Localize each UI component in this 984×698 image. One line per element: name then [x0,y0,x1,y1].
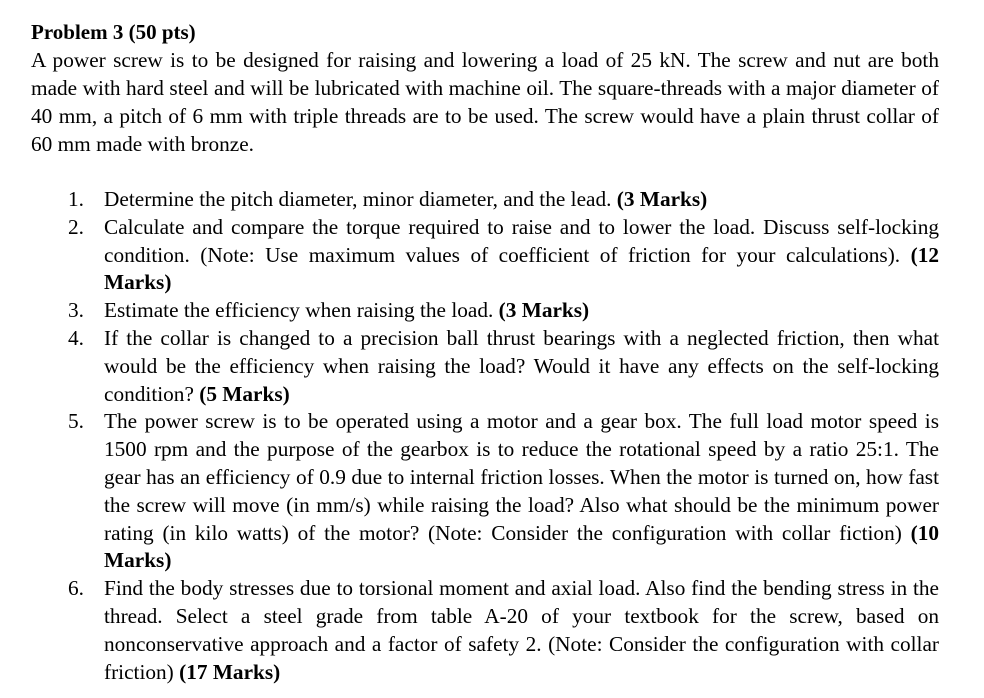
task-text: Determine the pitch diameter, minor diameter, and the lead. [104,187,617,211]
task-text: Estimate the efficiency when raising the load. [104,298,499,323]
task-text: Calculate and compare the torque required to raise and to lower the load. Discuss self-locking condition. (Note: Use maximum values of coefficient of friction for your calculations). [104,214,939,267]
task-number: 2. [68,214,84,239]
task-text: If the collar is changed to a precision ball thrust bearings with a neglected friction, then what would be the efficiency when raising the load? Would it have any effects on the self-locking condition? [104,325,939,406]
list-item [31,186,939,214]
task-text: The power screw is to be operated using a motor and a gear box. The full load motor speed is 1500 rpm and the purpose of the gearbox is to reduce the rotational speed by a ratio 25:1. The gear has an efficiency of 0.9 due to internal friction losses. When the motor is turned on, how fast the screw will move (in mm/s) while raising the load? Also what should be the minimum power rating (in kilo watts) of the motor? (Note: Consider the configuration with collar fiction) [104,409,939,545]
task-marks: (12 Marks) [104,242,939,295]
task-marks: (10 Marks) [104,520,939,573]
task-marks: (17 Marks) [179,659,281,684]
task-number: 6. [68,576,84,601]
list-item [31,575,939,686]
list-item [31,408,939,575]
task-number: 3. [68,298,84,323]
list-item [31,214,939,297]
list-item [31,325,939,408]
task-text: Find the body stresses due to torsional moment and axial load. Also find the bending stress in the thread. Select a steel grade from table A-20 of your textbook for the screw, based on nonconservative approach and a factor of safety 2. (Note: Consider the configuration with collar friction) [104,576,939,684]
task-marks: (5 Marks) [199,381,290,406]
problem-statement: A power screw is to be designed for raising and lowering a load of 25 kN. The screw and nut are both made with hard steel and will be lubricated with machine oil. The square-threads with a major diameter of 40 mm, a pitch of 6 mm with triple threads are to be used. The screw would have a plain thrust collar of 60 mm made with bronze. [31,48,939,156]
task-list [31,186,939,686]
task-number: 5. [68,409,84,434]
document-page [31,18,939,686]
task-marks: (3 Marks) [616,187,708,211]
task-number: 4. [68,325,84,350]
task-number: 1. [68,187,84,211]
task-marks: (3 Marks) [498,298,590,323]
list-item [31,297,939,325]
problem-title: Problem 3 (50 pts) [31,20,196,44]
